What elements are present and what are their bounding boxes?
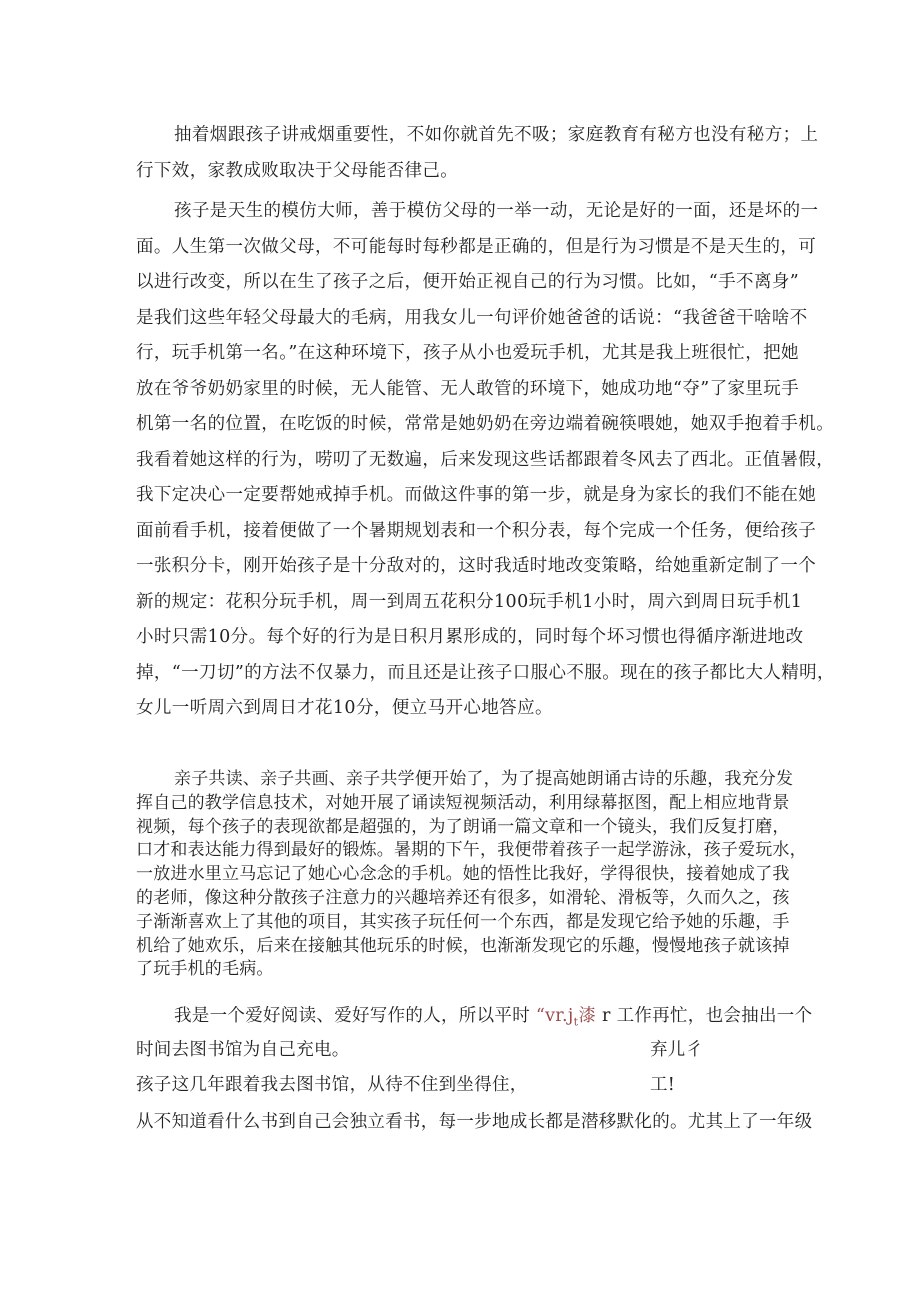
paragraph-4-first-line	[136, 1001, 813, 1031]
paragraph-3-line: 的老师，像这种分散孩子注意力的兴趣培养还有很多，如滑轮、滑板等，久而久之，孩	[136, 887, 790, 908]
paragraph-2-line: 我下定决心一定要帮她戒掉手机。而做这件事的第一步，就是身为家长的我们不能在她	[136, 485, 817, 505]
paragraph-2	[136, 194, 835, 727]
paragraph-2-line: 放在爷爷奶奶家里的时候，无人能管、无人敢管的环境下，她成功地“夺”了家里玩手	[136, 378, 800, 399]
paragraph-2-line: 我看着她这样的行为，唠叨了无数遍，后来发现这些话都跟着冬风去了西北。正值暑假，	[136, 449, 835, 470]
line-right-text: 弃儿彳	[650, 1040, 704, 1060]
garbled-character: 漆	[578, 1006, 597, 1026]
paragraph-2-line: 是我们这些年轻父母最大的毛病，用我女儿一句评价她爸爸的话说：“我爸爸干啥啥不	[136, 307, 808, 328]
paragraph-4-text-before: 我是一个爱好阅读、爱好写作的人，所以平时	[174, 1006, 536, 1026]
paragraph-2-line: 掉，“一刀切”的方法不仅暴力，而且还是让孩子口服心不服。现在的孩子都比大人精明，	[136, 662, 835, 683]
paragraph-2-line: 新的规定：花积分玩手机，周一到周五花积分100玩手机1小时，周六到周日玩手机1	[136, 591, 803, 612]
paragraph-2-line: 一张积分卡，刚开始孩子是十分敌对的，这时我适时地改变策略，给她重新定制了一个	[136, 556, 817, 576]
paragraph-3	[136, 768, 807, 982]
paragraph-3-line: 子渐渐喜欢上了其他的项目，其实孩子玩任何一个东西，都是发现它给予她的乐趣，手	[136, 911, 790, 932]
paragraph-1	[136, 118, 819, 189]
line-right-text: 工!	[650, 1075, 676, 1095]
paragraph-4-text-after: r 工作再忙，也会抽出一个	[596, 1006, 813, 1026]
paragraph-3-line: 亲子共读、亲子共画、亲子共学便开始了，为了提高她朗诵古诗的乐趣，我充分发	[174, 769, 794, 789]
garbled-subscript: t	[573, 1015, 579, 1029]
paragraph-2-line: 小时只需10分。每个好的行为是日积月累形成的，同时每个坏习惯也得循序渐进地改	[136, 627, 804, 647]
paragraph-1-line: 抽着烟跟孩子讲戒烟重要性，不如你就首先不吸；家庭教育有秘方也没有秘方；上	[174, 125, 819, 145]
paragraph-2-line: 面前看手机，接着便做了一个暑期规划表和一个积分表，每个完成一个任务，便给孩子	[136, 520, 817, 541]
paragraph-3-line: 口才和表达能力得到最好的锻炼。暑期的下午，我便带着孩子一起学游泳，孩子爱玩水，	[136, 840, 807, 861]
paragraph-3-line: 了玩手机的毛病。	[136, 959, 274, 980]
line-left-text: 时间去图书馆为自己充电。	[136, 1040, 350, 1060]
paragraph-2-line: 女儿一听周六到周日才花10分，便立马开心地答应。	[136, 698, 553, 718]
paragraph-3-line: 挥自己的教学信息技术，对她开展了诵读短视频活动，利用绿幕抠图，配上相应地背景	[136, 792, 790, 813]
paragraph-4-line-4	[136, 1107, 813, 1137]
paragraph-4-line-2	[136, 1035, 786, 1065]
paragraph-2-line: 机第一名的位置，在吃饭的时候，常常是她奶奶在旁边端着碗筷喂她，她双手抱着手机。	[136, 414, 835, 434]
garbled-text: “vr.j	[535, 1006, 574, 1026]
paragraph-1-line: 行下效，家教成败取决于父母能否律己。	[136, 160, 459, 181]
paragraph-3-line: 视频，每个孩子的表现欲都是超强的，为了朗诵一篇文章和一个镜头，我们反复打磨，	[136, 816, 790, 837]
line-text: 从不知道看什么书到自己会独立看书，每一步地成长都是潜移默化的。尤其上了一年级	[136, 1112, 813, 1132]
paragraph-4-line-1	[136, 1001, 813, 1031]
paragraph-3-line: 机给了她欢乐，后来在接触其他玩乐的时候，也渐渐发现它的乐趣，慢慢地孩子就该掉	[136, 935, 790, 956]
paragraph-2-line: 行，玩手机第一名。”在这种环境下，孩子从小也爱玩手机，尤其是我上班很忙，把她	[136, 343, 799, 363]
paragraph-4-line-3	[136, 1070, 786, 1100]
paragraph-2-line: 以进行改变，所以在生了孩子之后，便开始正视自己的行为习惯。比如，“手不离身”	[136, 272, 800, 292]
paragraph-2-line: 面。人生第一次做父母，不可能每时每秒都是正确的，但是行为习惯是不是天生的，可	[136, 236, 817, 257]
paragraph-2-line: 孩子是天生的模仿大师，善于模仿父母的一举一动，无论是好的一面，还是坏的一	[174, 201, 819, 221]
line-left-text: 孩子这几年跟着我去图书馆，从待不住到坐得住，	[136, 1075, 528, 1095]
paragraph-3-line: 一放进水里立马忘记了她心心念念的手机。她的悟性比我好，学得很快，接着她成了我	[136, 864, 790, 885]
